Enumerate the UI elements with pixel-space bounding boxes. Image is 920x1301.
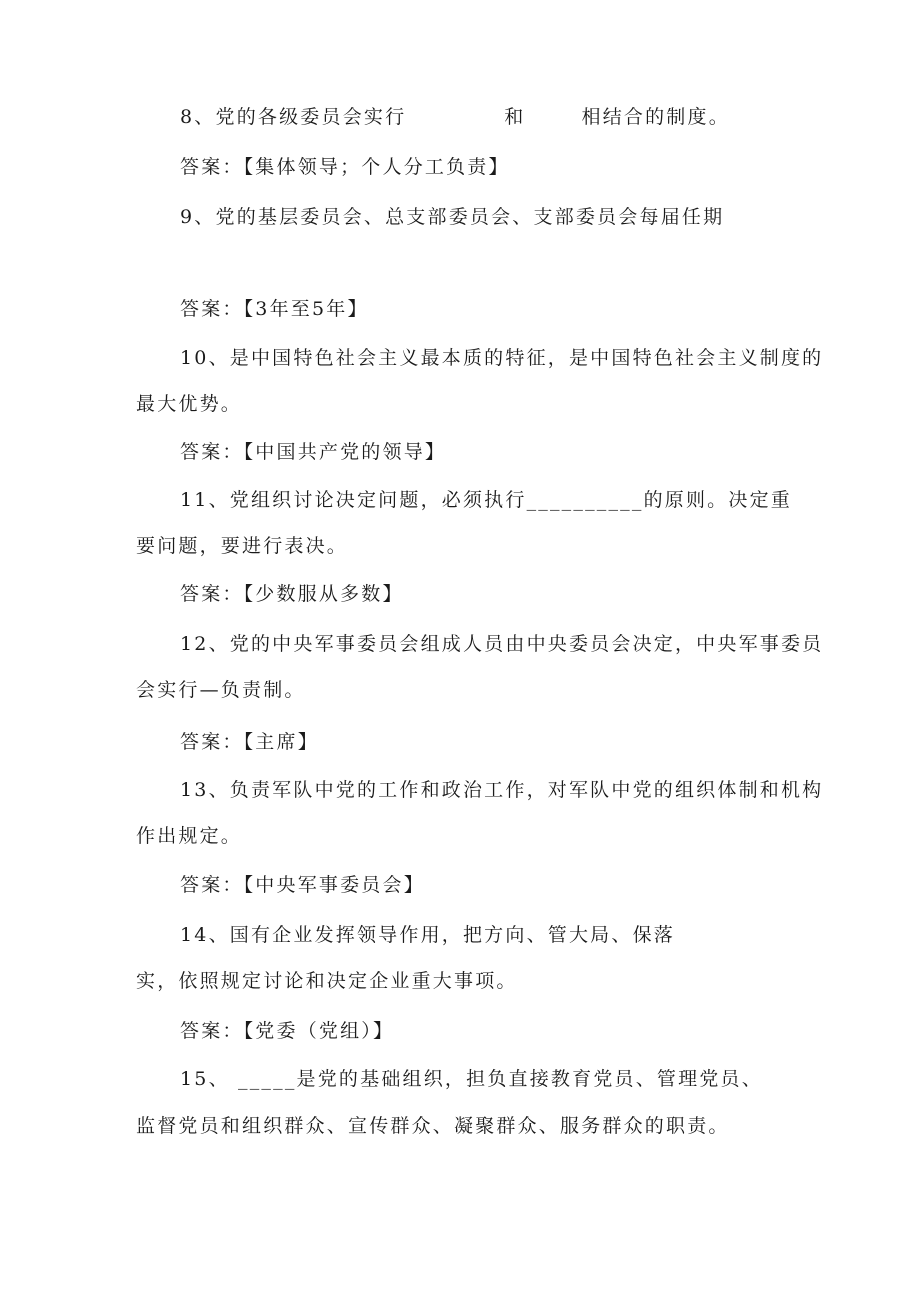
question-13-line1: 13、负责军队中党的工作和政治工作，对军队中党的组织体制和机构: [180, 779, 824, 801]
question-14-line1: 14、国有企业发挥领导作用，把方向、管大局、保落: [180, 924, 675, 946]
question-8-part1: 8、党的各级委员会实行: [180, 106, 407, 128]
answer-11: 答案：【少数服从多数】: [180, 583, 404, 605]
question-15-line1: 15、 _____是党的基础组织，担负直接教育党员、管理党员、: [180, 1068, 763, 1090]
question-8: [180, 104, 730, 130]
question-8-part3: 相结合的制度。: [581, 106, 730, 128]
question-11-line2: 要问题，要进行表决。: [136, 535, 349, 557]
answer-10: 答案：【中国共产党的领导】: [180, 441, 447, 463]
question-10-line2: 最大优势。: [136, 393, 243, 415]
question-12-line2: 会实行—负责制。: [136, 679, 306, 701]
answer-12: 答案：【主席】: [180, 731, 319, 753]
question-15-line2: 监督党员和组织群众、宣传群众、凝聚群众、服务群众的职责。: [136, 1115, 730, 1137]
answer-13: 答案：【中央军事委员会】: [180, 874, 425, 896]
question-13-line2: 作出规定。: [136, 825, 243, 847]
answer-14: 答案：【党委（党组）】: [180, 1020, 395, 1042]
question-9: 9、党的基层委员会、总支部委员会、支部委员会每届任期: [180, 206, 725, 228]
question-12-line1: 12、党的中央军事委员会组成人员由中央委员会决定，中央军事委员: [180, 633, 824, 655]
question-11-line1: 11、党组织讨论决定问题，必须执行__________的原则。决定重: [180, 489, 792, 511]
question-8-part2: 和: [504, 106, 526, 128]
answer-8: 答案：【集体领导；个人分工负责】: [180, 156, 510, 178]
question-14-line2: 实，依照规定讨论和决定企业重大事项。: [136, 970, 518, 992]
question-10-line1: 10、是中国特色社会主义最本质的特征，是中国特色社会主义制度的: [180, 347, 824, 369]
answer-9: 答案：【3年至5年】: [180, 298, 369, 320]
